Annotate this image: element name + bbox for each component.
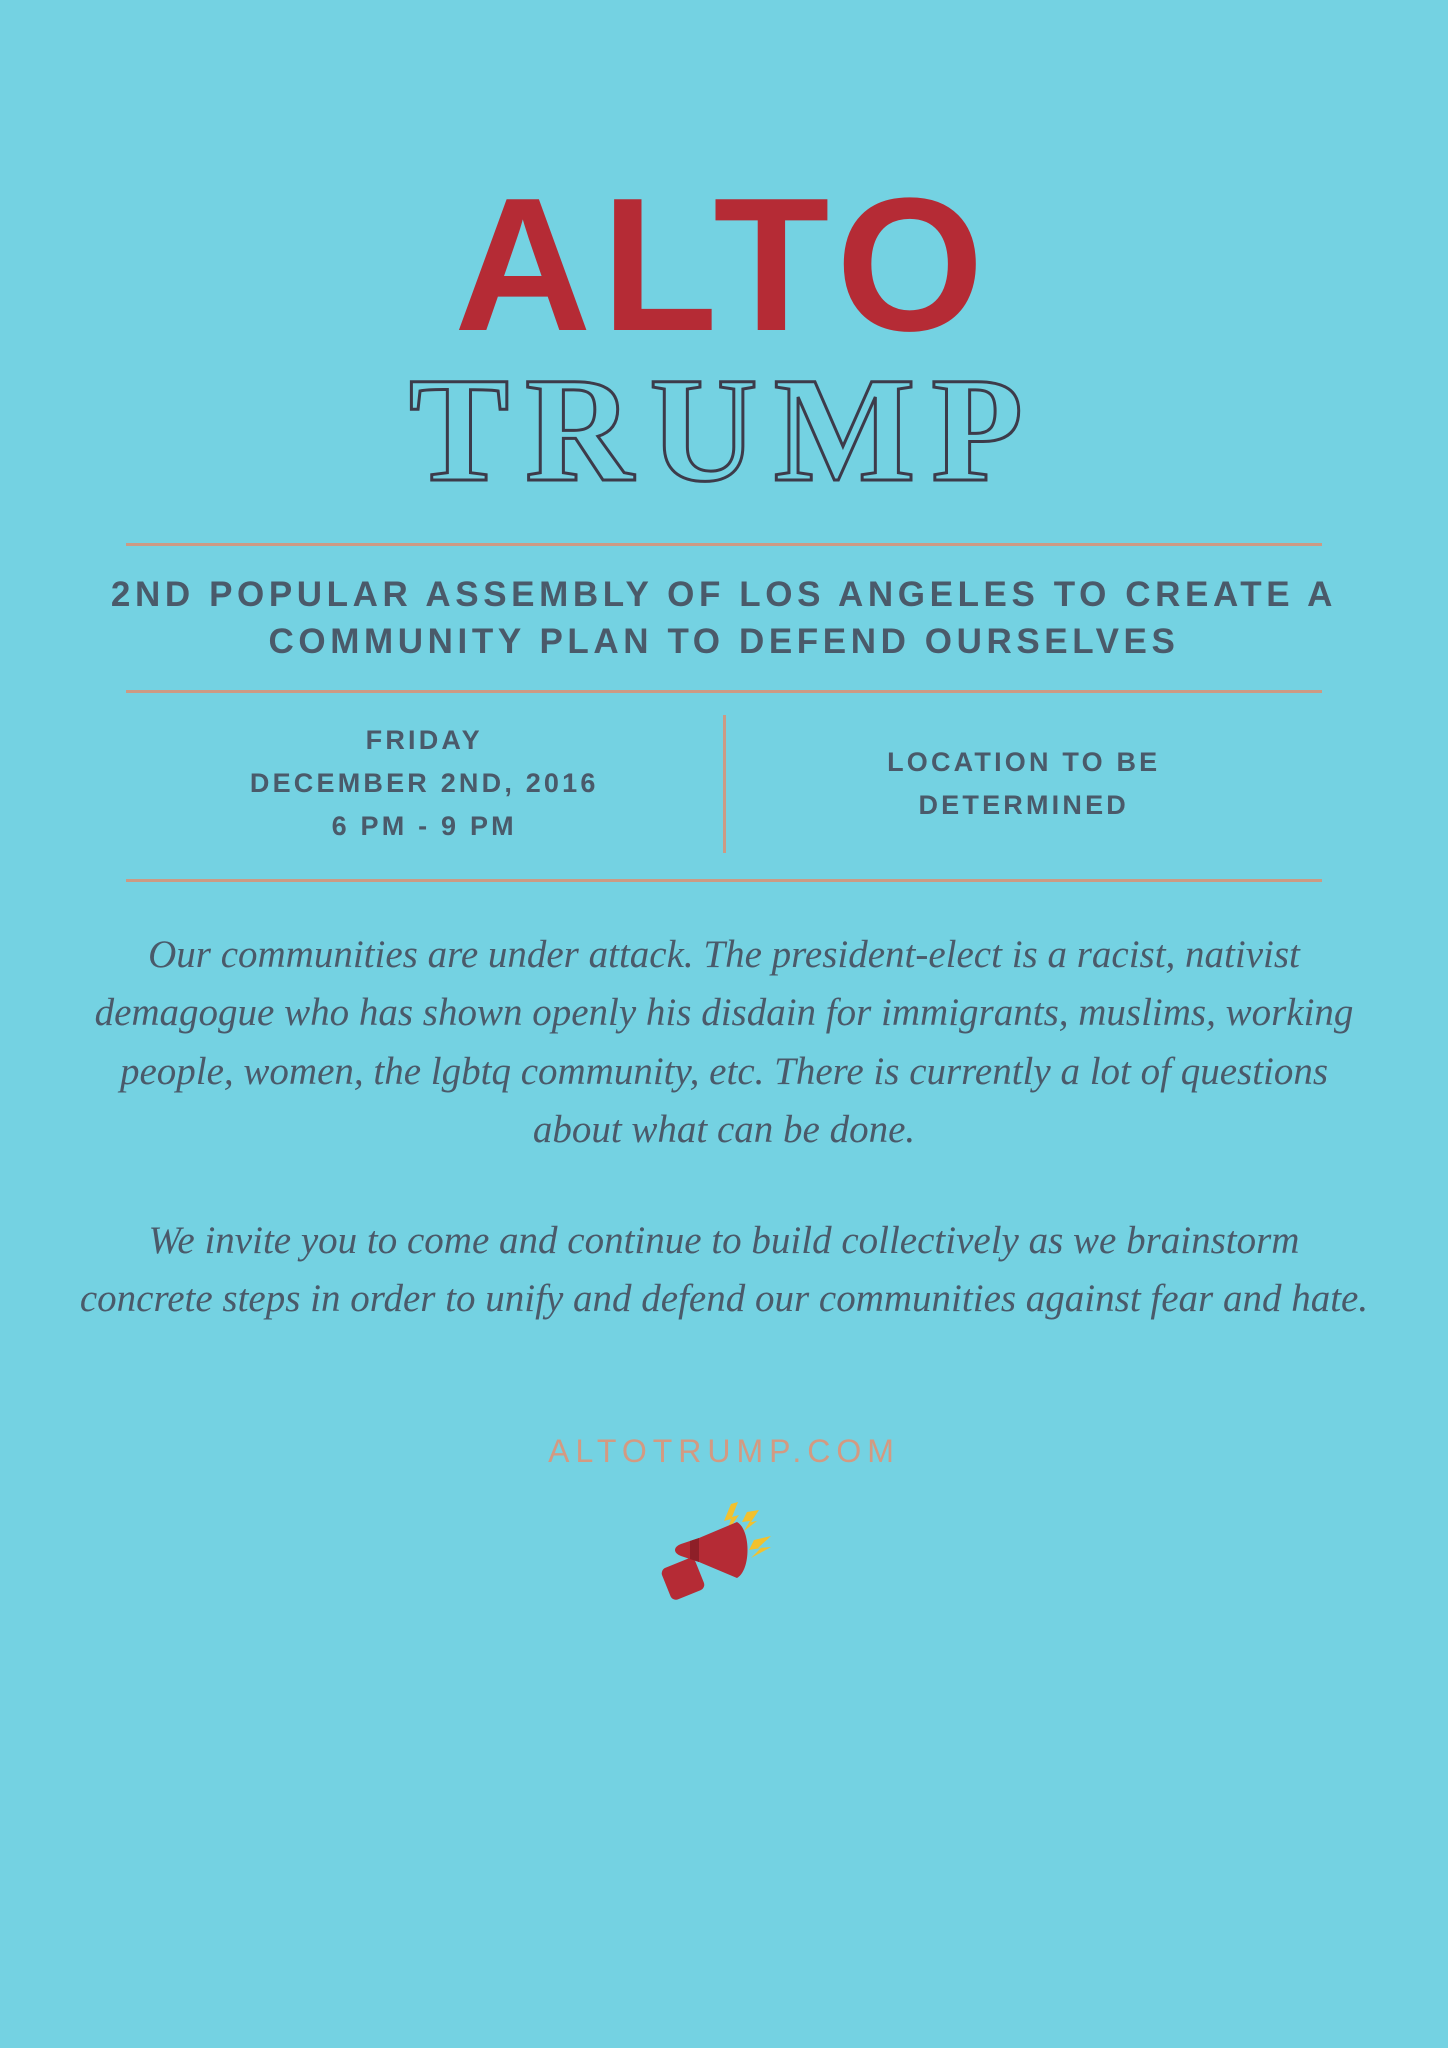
event-day: FRIDAY bbox=[365, 725, 483, 756]
event-location-line1: LOCATION TO BE bbox=[887, 746, 1161, 777]
poster-subtitle: 2ND POPULAR ASSEMBLY OF LOS ANGELES TO CREATE A COMMUNITY PLAN TO DEFEND OURSELVES bbox=[110, 575, 1338, 662]
megaphone-icon bbox=[659, 1500, 789, 1610]
event-time: 6 PM - 9 PM bbox=[331, 811, 517, 842]
divider-bottom bbox=[126, 879, 1322, 882]
poster-title-trump-text: TRUMP bbox=[409, 346, 1039, 513]
event-location-block bbox=[726, 715, 1323, 853]
poster-title-trump bbox=[409, 346, 1039, 513]
divider-top bbox=[126, 543, 1322, 546]
event-date-block bbox=[126, 715, 726, 853]
event-details bbox=[126, 693, 1322, 879]
event-date: DECEMBER 2ND, 2016 bbox=[249, 768, 599, 799]
body-paragraph-2: We invite you to come and continue to build collectively as we brainstorm concrete steps in order to unify and defend our communities against fear and hate. bbox=[79, 1218, 1369, 1321]
website-link[interactable]: ALTOTRUMP.COM bbox=[548, 1432, 900, 1469]
poster-body bbox=[74, 926, 1374, 1329]
event-location-line2: DETERMINED bbox=[918, 789, 1129, 820]
poster-title-alto: ALTO bbox=[454, 159, 994, 371]
body-paragraph-1: Our communities are under attack. The president-elect is a racist, nativist demagogue who has shown openly his disdain for immigrants, muslims, working people, women, the lgbtq community, etc. There is currently a lot of questions about what can be done. bbox=[94, 932, 1354, 1152]
